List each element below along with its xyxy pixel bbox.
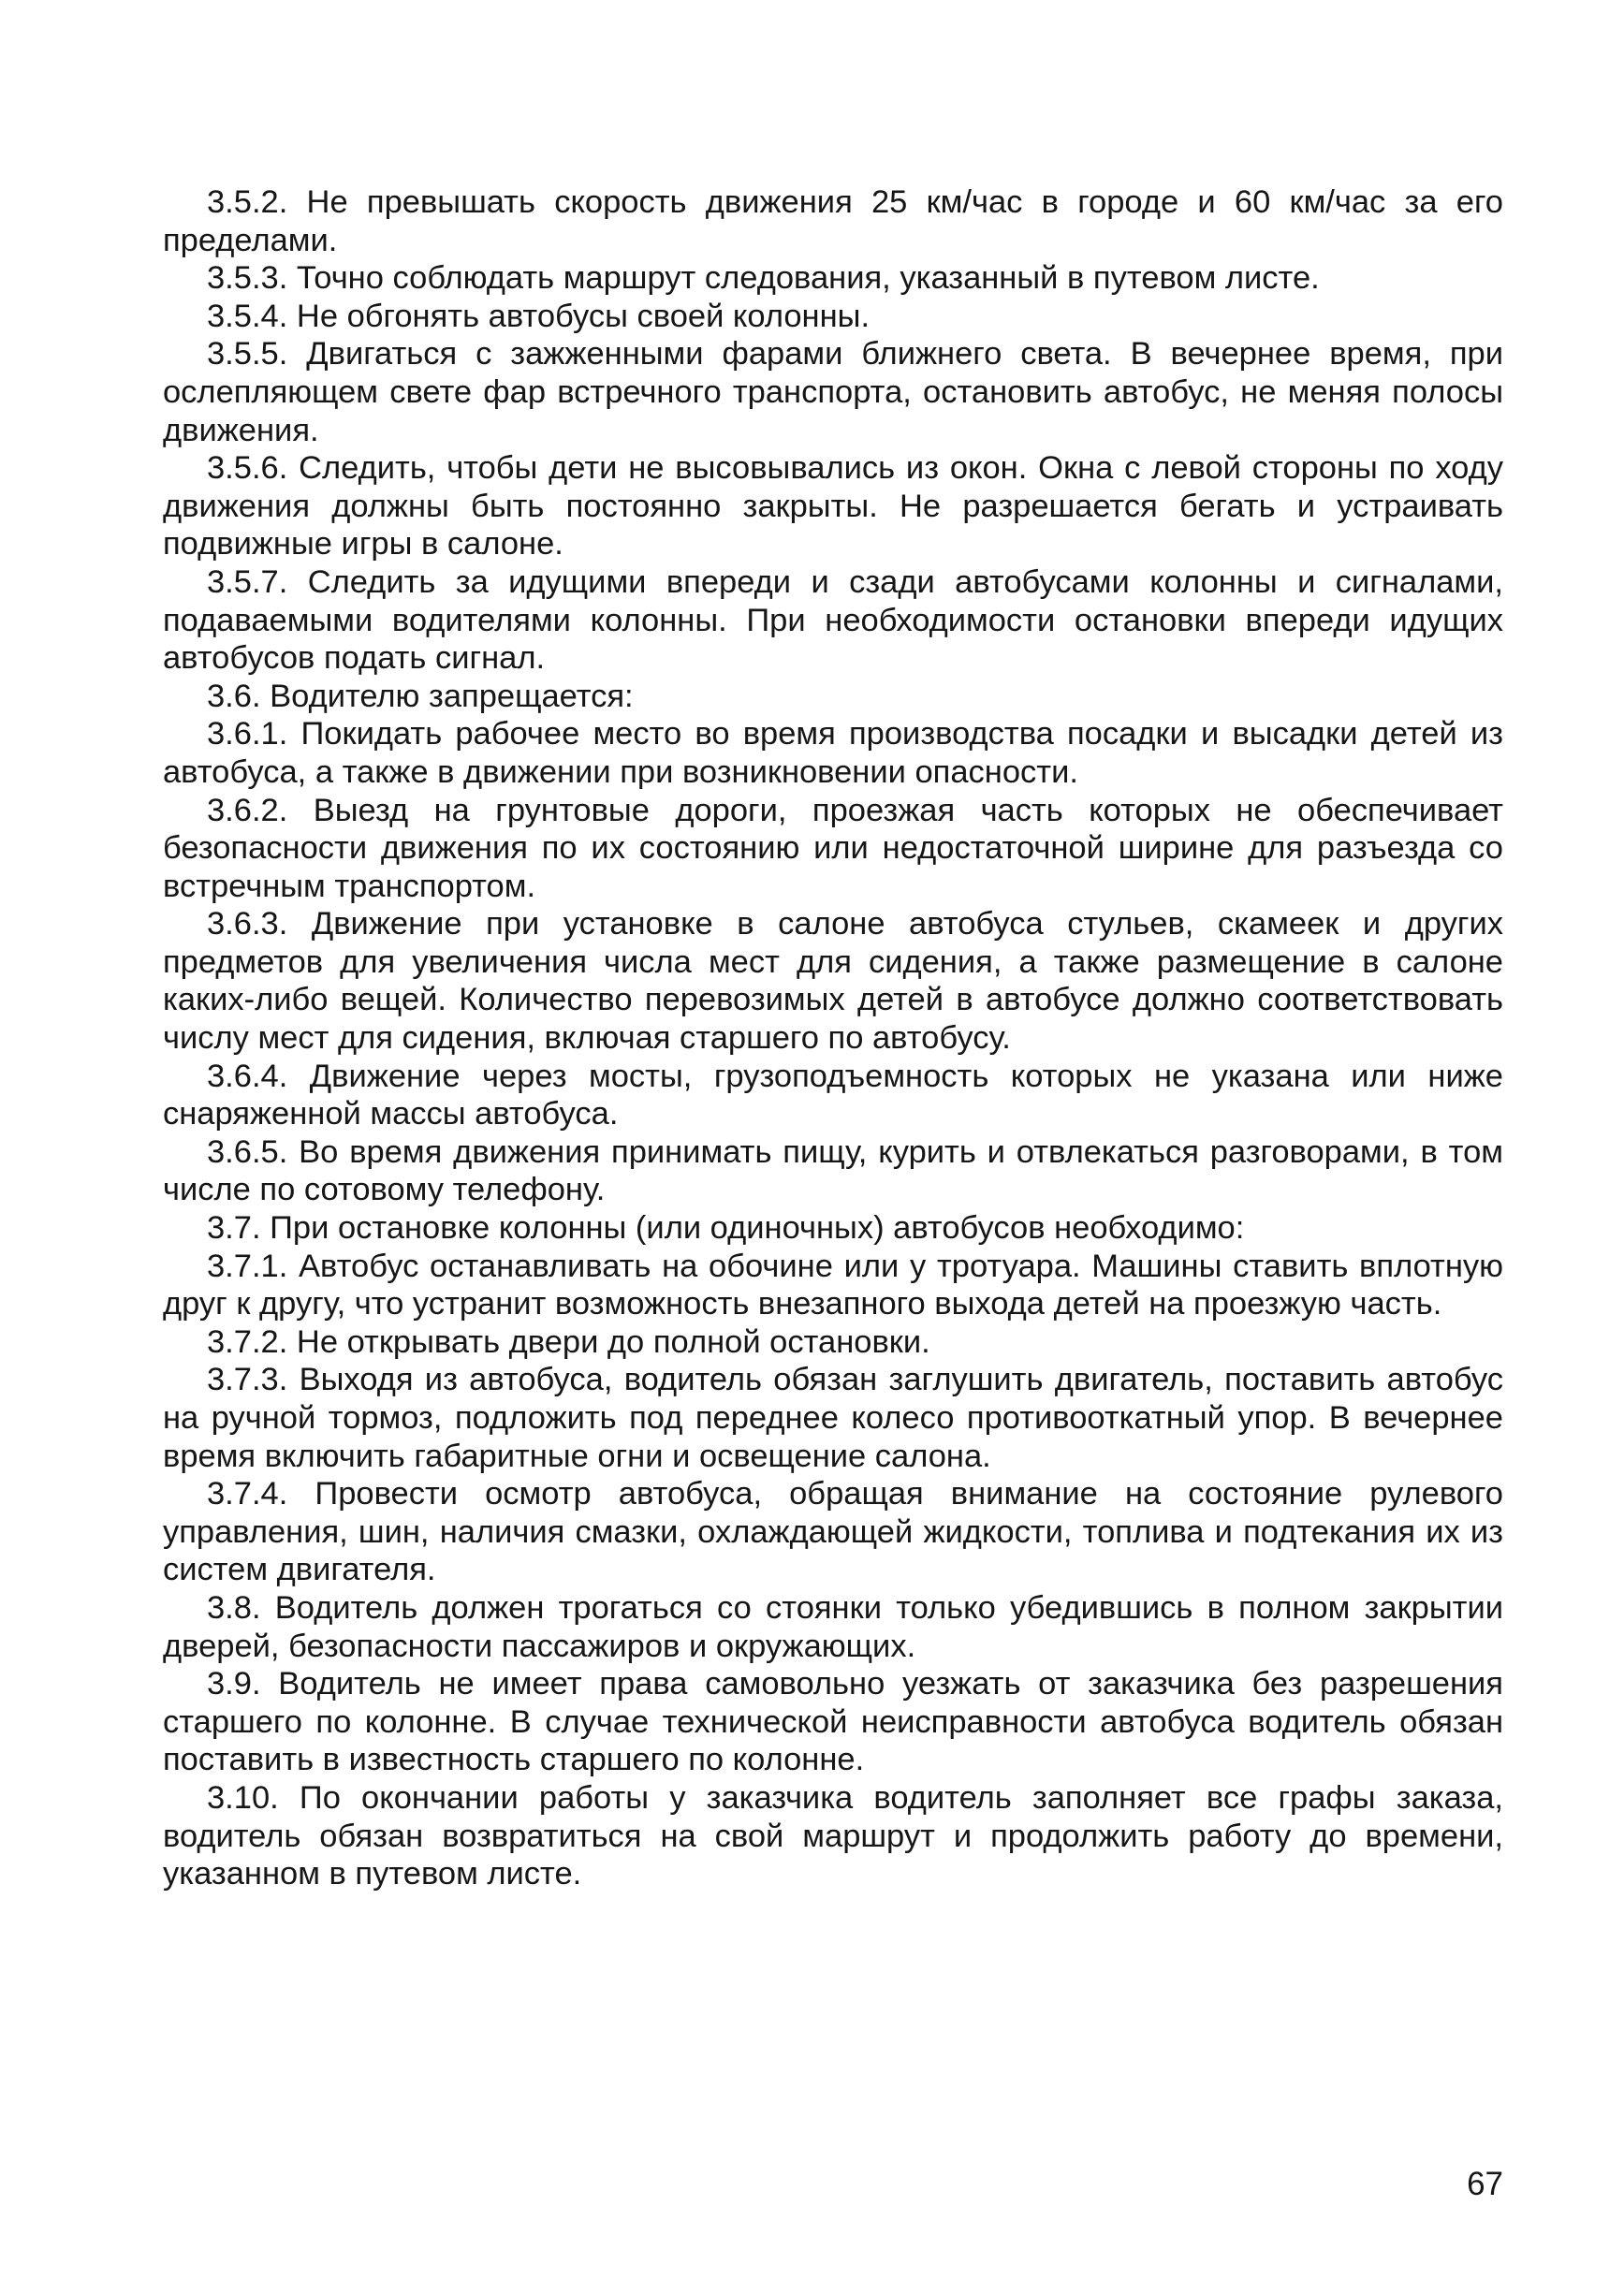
paragraph-3-6-4: 3.6.4. Движение через мосты, грузоподъемность которых не указана или ниже снаряженной массы автобуса. [163, 1058, 1503, 1132]
paragraph-3-5-7: 3.5.7. Следить за идущими впереди и сзади автобусами колонны и сигналами, подаваемыми водителями колонны. При необходимости остановки впереди идущих автобусов подать сигнал. [163, 563, 1503, 677]
paragraph-3-6-3: 3.6.3. Движение при установке в салоне автобуса стульев, скамеек и других предметов для увеличения числа мест для сидения, а также размещение в салоне каких-либо вещей. Количество перевозимых детей в автобусе должно соответствовать числу мест для сидения, включая старшего по автобусу. [163, 906, 1503, 1057]
paragraph-3-5-5: 3.5.5. Двигаться с зажженными фарами ближнего света. В вечернее время, при ослепляющем свете фар встречного транспорта, остановить автобус, не меняя полосы движения. [163, 336, 1503, 448]
paragraph-3-6: 3.6. Водителю запрещается: [207, 678, 634, 714]
paragraph-3-7: 3.7. При остановке колонны (или одиночных) автобусов необходимо: [207, 1210, 1245, 1247]
paragraph-3-5-2: 3.5.2. Не превышать скорость движения 25 км/час в городе и 60 км/час за его пределами. [163, 184, 1503, 258]
paragraph-3-7-1: 3.7.1. Автобус останавливать на обочине или у тротуара. Машины ставить вплотную друг к другу, что устранит возможность внезапного выхода детей на проезжую часть. [163, 1248, 1503, 1322]
paragraph-3-8: 3.8. Водитель должен трогаться со стоянки только убедившись в полном закрытии дверей, безопасности пассажиров и окружающих. [163, 1589, 1503, 1664]
paragraph-3-5-3: 3.5.3. Точно соблюдать маршрут следования, указанный в путевом листе. [207, 260, 1320, 297]
paragraph-3-5-6: 3.5.6. Следить, чтобы дети не высовывались из окон. Окна с левой стороны по ходу движения должны быть постоянно закрыты. Не разрешается бегать и устраивать подвижные игры в салоне. [163, 450, 1503, 562]
paragraph-3-6-2: 3.6.2. Выезд на грунтовые дороги, проезжая часть которых не обеспечивает безопасности движения по их состоянию или недостаточной ширине для разъезда со встречным транспортом. [163, 792, 1503, 904]
body-text [163, 183, 1503, 1893]
page-number: 67 [1467, 2166, 1503, 2202]
paragraph-3-7-3: 3.7.3. Выходя из автобуса, водитель обязан заглушить двигатель, поставить автобус на ручной тормоз, подложить под переднее колесо противооткатный упор. В вечернее время включить габаритные огни и освещение салона. [163, 1362, 1503, 1474]
paragraph-3-7-2: 3.7.2. Не открывать двери до полной остановки. [207, 1323, 930, 1360]
paragraph-3-10: 3.10. По окончании работы у заказчика водитель заполняет все графы заказа, водитель обязан возвратиться на свой маршрут и продолжить работу до времени, указанном в путевом листе. [163, 1779, 1503, 1892]
paragraph-3-5-4: 3.5.4. Не обгонять автобусы своей колонны. [207, 298, 871, 334]
paragraph-3-6-5: 3.6.5. Во время движения принимать пищу, курить и отвлекаться разговорами, в том числе по сотовому телефону. [163, 1133, 1503, 1208]
paragraph-3-6-1: 3.6.1. Покидать рабочее место во время производства посадки и высадки детей из автобуса, а также в движении при возникновении опасности. [163, 716, 1503, 790]
paragraph-3-9: 3.9. Водитель не имеет права самовольно уезжать от заказчика без разрешения старшего по колонне. В случае технической неисправности автобуса водитель обязан поставить в известность старшего по колонне. [163, 1666, 1503, 1778]
paragraph-3-7-4: 3.7.4. Провести осмотр автобуса, обращая внимание на состояние рулевого управления, шин, наличия смазки, охлаждающей жидкости, топлива и подтекания их из систем двигателя. [163, 1476, 1503, 1588]
